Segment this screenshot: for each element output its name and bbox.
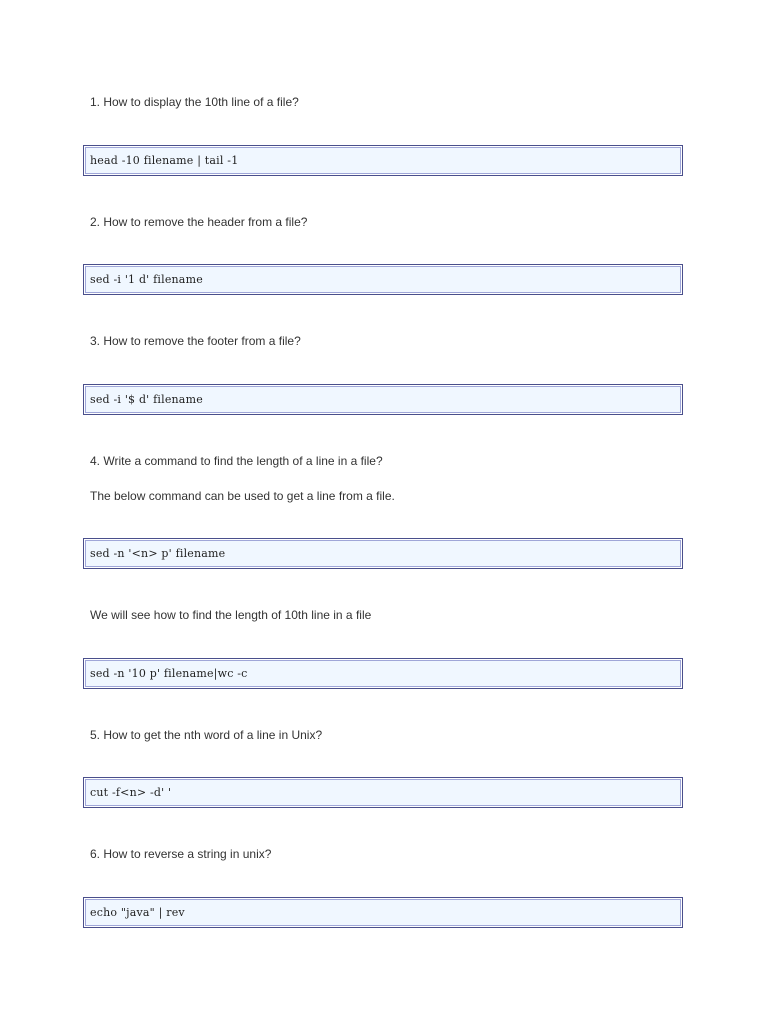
code-text-4b: sed -n '10 p' filename|wc -c	[90, 667, 248, 680]
code-block-3	[83, 384, 683, 415]
code-block-1	[83, 145, 683, 176]
code-block-4b	[83, 658, 683, 689]
question-3: 3. How to remove the footer from a file?	[90, 334, 301, 348]
note-4: The below command can be used to get a line from a file.	[90, 489, 395, 503]
question-1: 1. How to display the 10th line of a file?	[90, 95, 299, 109]
question-4: 4. Write a command to find the length of a line in a file?	[90, 454, 383, 468]
code-text-4: sed -n '<n> p' filename	[90, 547, 226, 560]
code-text-3: sed -i '$ d' filename	[90, 393, 203, 406]
code-text-5: cut -f<n> -d' '	[90, 786, 172, 799]
code-block-2	[83, 264, 683, 295]
question-5: 5. How to get the nth word of a line in Unix?	[90, 728, 323, 742]
note-4b: We will see how to find the length of 10th line in a file	[90, 608, 372, 622]
question-6: 6. How to reverse a string in unix?	[90, 847, 272, 861]
code-block-4	[83, 538, 683, 569]
code-block-5	[83, 777, 683, 808]
code-text-2: sed -i '1 d' filename	[90, 273, 203, 286]
code-text-6: echo "java" | rev	[90, 906, 185, 919]
question-2: 2. How to remove the header from a file?	[90, 215, 308, 229]
code-text-1: head -10 filename | tail -1	[90, 154, 239, 167]
code-block-6	[83, 897, 683, 928]
